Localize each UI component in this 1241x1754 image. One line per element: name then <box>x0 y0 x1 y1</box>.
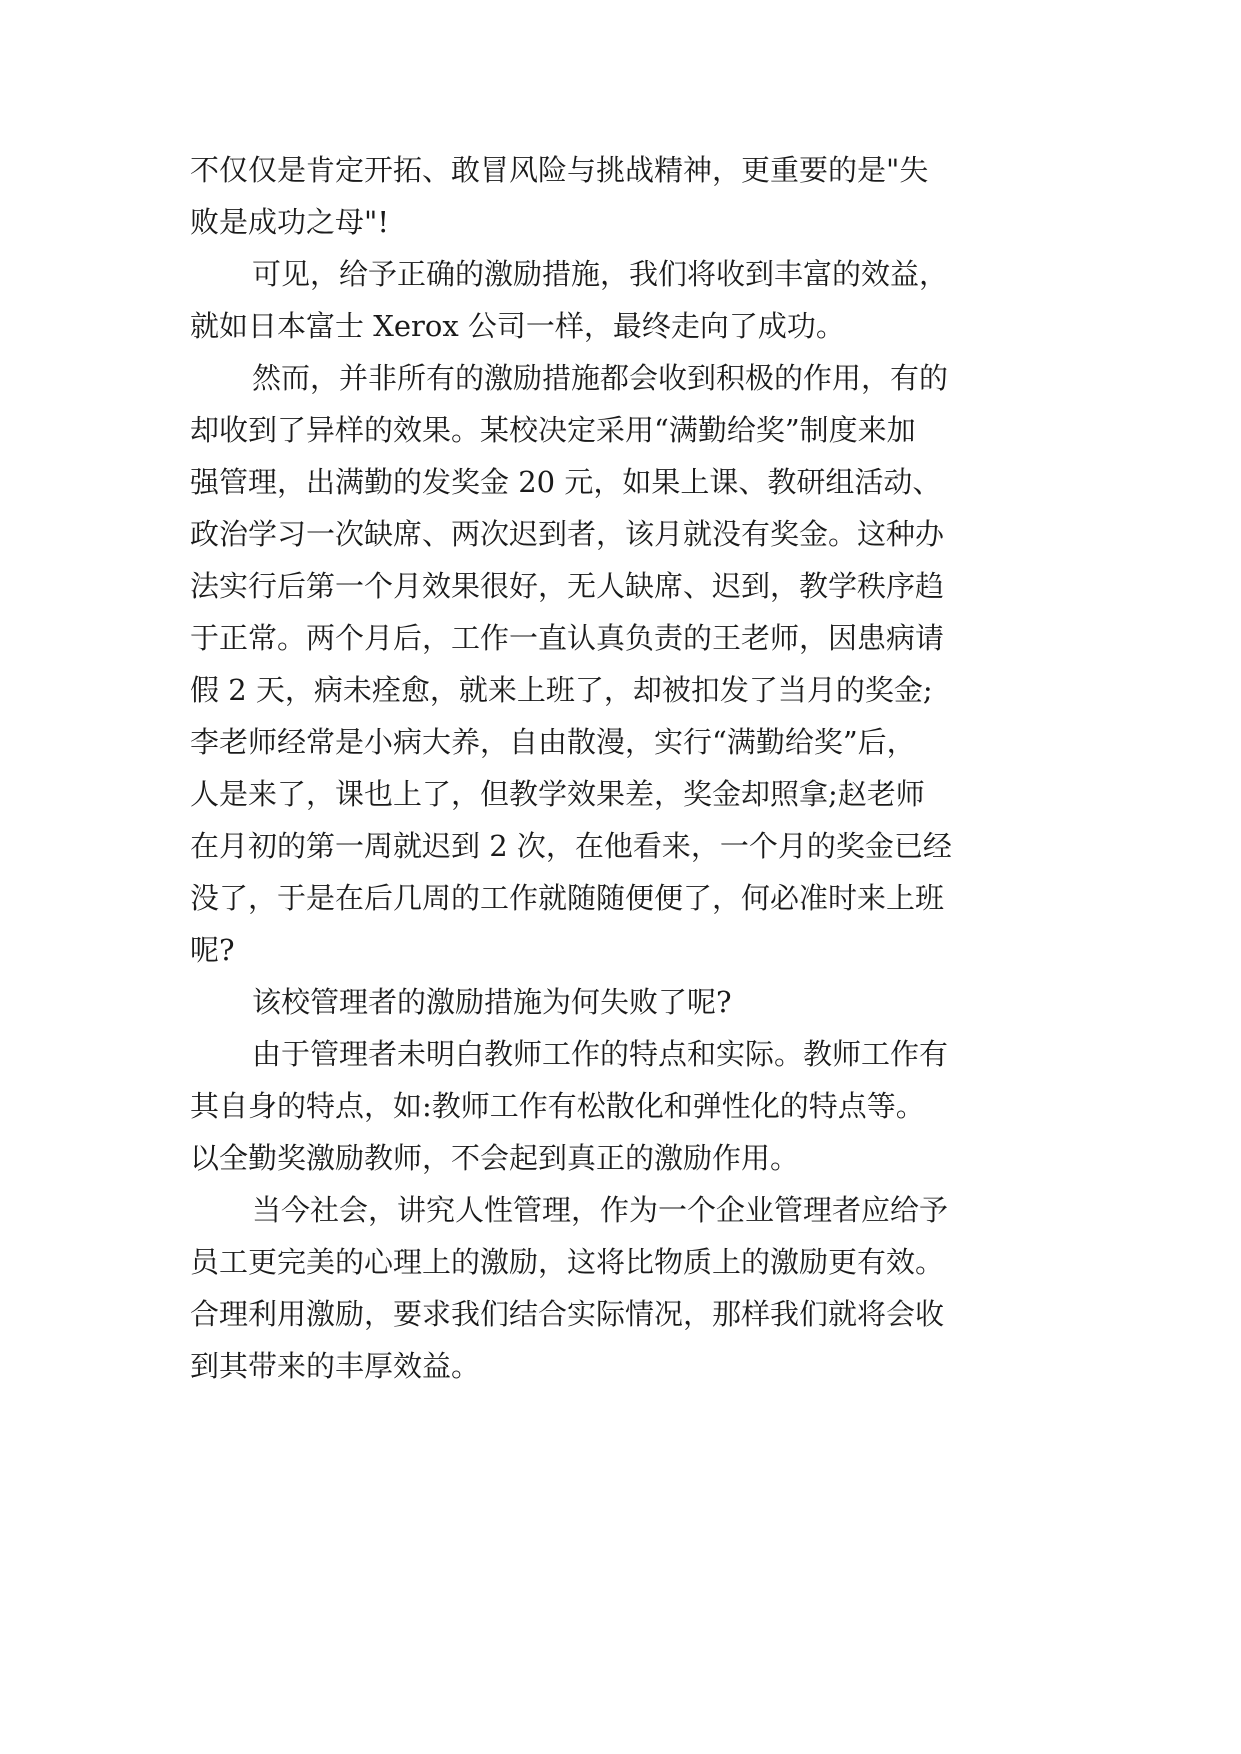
text-line: 败是成功之母"! <box>190 205 389 239</box>
text-line: 于正常。两个月后，工作一直认真负责的王老师，因患病请 <box>190 621 945 655</box>
text-line: 其自身的特点，如:教师工作有松散化和弹性化的特点等。 <box>190 1089 925 1123</box>
paragraph-first-line: 当今社会，讲究人性管理，作为一个企业管理者应给予 <box>252 1193 949 1227</box>
text-line: 就如日本富士 Xerox 公司一样，最终走向了成功。 <box>190 309 845 343</box>
text-line: 假 2 天，病未痊愈，就来上班了，却被扣发了当月的奖金; <box>190 673 933 707</box>
text-line: 政治学习一次缺席、两次迟到者，该月就没有奖金。这种办 <box>190 517 945 551</box>
text-line: 员工更完美的心理上的激励，这将比物质上的激励更有效。 <box>190 1245 945 1279</box>
text-line: 在月初的第一周就迟到 2 次，在他看来，一个月的奖金已经 <box>190 829 952 863</box>
paragraph-first-line: 由于管理者未明白教师工作的特点和实际。教师工作有 <box>252 1037 949 1071</box>
paragraph-first-line: 该校管理者的激励措施为何失败了呢? <box>252 985 732 1019</box>
text-line: 到其带来的丰厚效益。 <box>190 1349 481 1383</box>
text-line: 人是来了，课也上了，但教学效果差，奖金却照拿;赵老师 <box>190 777 925 811</box>
text-line: 合理利用激励，要求我们结合实际情况，那样我们就将会收 <box>190 1297 945 1331</box>
text-line: 强管理，出满勤的发奖金 20 元，如果上课、教研组活动、 <box>190 465 942 499</box>
text-line: 以全勤奖激励教师，不会起到真正的激励作用。 <box>190 1141 800 1175</box>
text-line: 不仅仅是肯定开拓、敢冒风险与挑战精神，更重要的是"失 <box>190 153 929 187</box>
paragraph-first-line: 然而，并非所有的激励措施都会收到积极的作用，有的 <box>252 361 949 395</box>
paragraph-first-line: 可见，给予正确的激励措施，我们将收到丰富的效益， <box>252 257 949 291</box>
text-line: 没了，于是在后几周的工作就随随便便了，何必准时来上班 <box>190 881 945 915</box>
text-line: 法实行后第一个月效果很好，无人缺席、迟到，教学秩序趋 <box>190 569 945 603</box>
text-line: 却收到了异样的效果。某校决定采用“满勤给奖”制度来加 <box>190 413 916 447</box>
text-line: 呢? <box>190 933 235 967</box>
text-line: 李老师经常是小病大养，自由散漫，实行“满勤给奖”后， <box>190 725 916 759</box>
